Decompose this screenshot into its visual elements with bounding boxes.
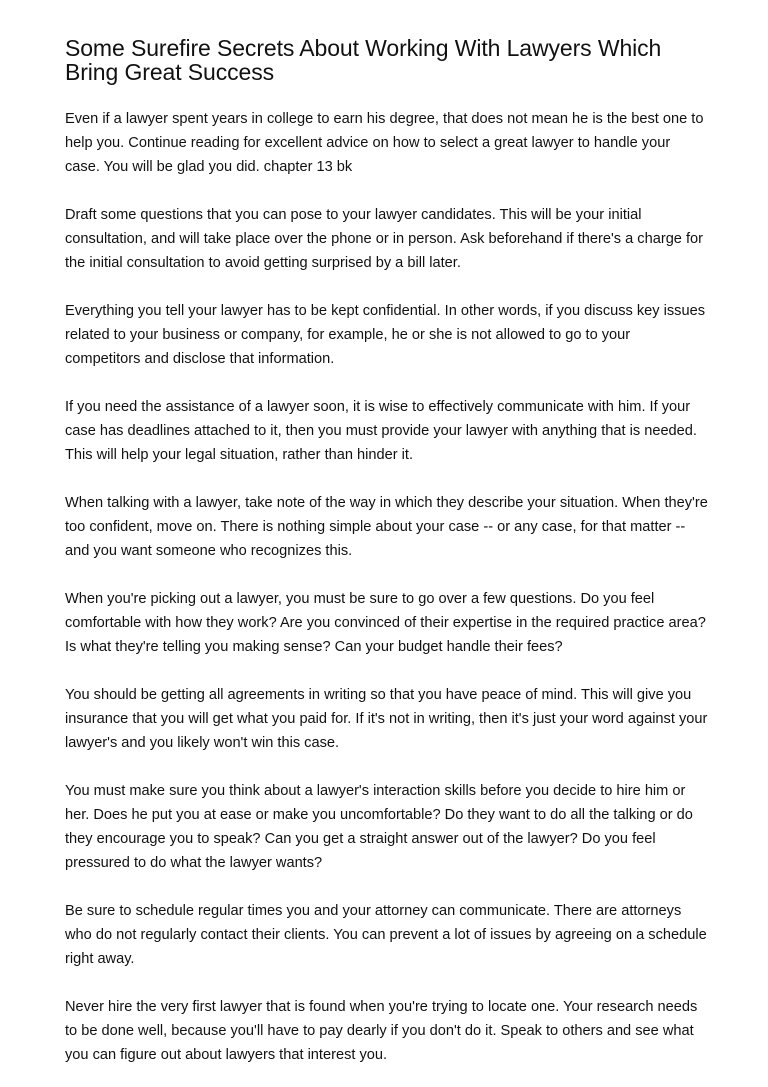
paragraph-4: If you need the assistance of a lawyer soon, it is wise to effectively communicate with him. If your case has deadlines attached to it, then you must provide your lawyer with anything that is needed. This will help your legal situation, rather than hinder it. (65, 399, 697, 463)
paragraph-10: Never hire the very first lawyer that is found when you're trying to locate one. Your research needs to be done well, because you'll have to pay dearly if you don't do it. Speak to others and see what you can figure out about lawyers that interest you. (65, 999, 698, 1063)
paragraph-2: Draft some questions that you can pose to your lawyer candidates. This will be your initial consultation, and will take place over the phone or in person. Ask beforehand if there's a charge for the initial consultation to avoid getting surprised by a bill later. (65, 207, 704, 271)
paragraph-6: When you're picking out a lawyer, you must be sure to go over a few questions. Do you feel comfortable with how they work? Are you convinced of their expertise in the required practice area? Is what they're telling you making sense? Can your budget handle their fees? (65, 591, 706, 655)
page-title: Some Surefire Secrets About Working With Lawyers Which Bring Great Success (65, 35, 662, 85)
paragraph-3: Everything you tell your lawyer has to be kept confidential. In other words, if you discuss key issues related to your business or company, for example, he or she is not allowed to go to your competitors and disclose that information. (65, 303, 706, 367)
paragraph-5: When talking with a lawyer, take note of the way in which they describe your situation. When they're too confident, move on. There is nothing simple about your case -- or any case, for that matter -- and you want someone who recognizes this. (65, 495, 708, 559)
paragraph-7: You should be getting all agreements in writing so that you have peace of mind. This will give you insurance that you will get what you paid for. If it's not in writing, then it's just your word against your lawyer's and you likely won't win this case. (65, 687, 708, 751)
paragraph-8: You must make sure you think about a lawyer's interaction skills before you decide to hire him or her. Does he put you at ease or make you uncomfortable? Do they want to do all the talking or do they encourage you to speak? Can you get a straight answer out of the lawyer? Do you feel pressured to do what the lawyer wants? (65, 783, 693, 871)
paragraph-1: Even if a lawyer spent years in college to earn his degree, that does not mean he is the best one to help you. Continue reading for excellent advice on how to select a great lawyer to handle your case. You will be glad you did. chapter 13 bk (65, 111, 704, 175)
paragraph-9: Be sure to schedule regular times you and your attorney can communicate. There are attorneys who do not regularly contact their clients. You can prevent a lot of issues by agreeing on a schedule right away. (65, 903, 707, 967)
